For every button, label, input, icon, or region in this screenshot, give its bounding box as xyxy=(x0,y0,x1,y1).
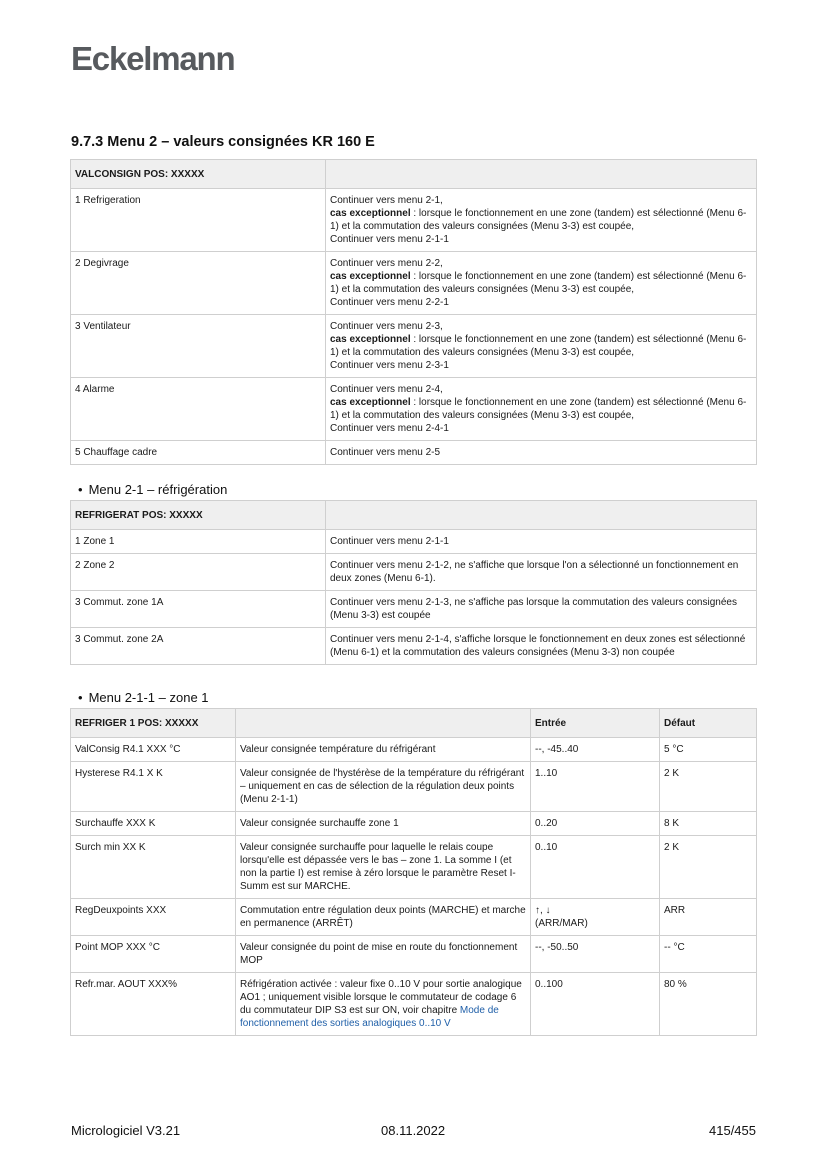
table-row xyxy=(71,973,757,1036)
row-default: 8 K xyxy=(660,812,757,836)
footer-date: 08.11.2022 xyxy=(381,1123,446,1138)
table-header-row xyxy=(71,160,757,189)
table-row xyxy=(71,530,757,554)
footer-page-number: 415/455 xyxy=(709,1123,756,1138)
row-description: Continuer vers menu 2-1-4, s'affiche lorsque le fonctionnement en deux zones est sélectionné (Menu 6-1) et la commutation des valeurs consignées (Menu 3-3) non coupée xyxy=(326,628,757,665)
row-default: 2 K xyxy=(660,762,757,812)
row-label: 3 Commut. zone 1A xyxy=(71,591,326,628)
eckelmann-logo: Eckelmann xyxy=(71,40,235,77)
row-label: 1 Zone 1 xyxy=(71,530,326,554)
table-header: VALCONSIGN POS: XXXXX xyxy=(71,160,326,189)
row-description: Valeur consignée température du réfrigérant xyxy=(236,738,531,762)
table-row xyxy=(71,738,757,762)
section-title: 9.7.3 Menu 2 – valeurs consignées KR 160 E xyxy=(71,134,375,150)
row-label: 3 Ventilateur xyxy=(71,315,326,378)
desc-bold: cas exceptionnel xyxy=(330,208,411,219)
row-description: Continuer vers menu 2-1-1 xyxy=(326,530,757,554)
row-label: Surch min XX K xyxy=(71,836,236,899)
bullet-menu-2-1-1 xyxy=(78,690,209,705)
desc-last: Continuer vers menu 2-1-1 xyxy=(330,234,449,245)
table-header-empty xyxy=(236,709,531,738)
row-label: 5 Chauffage cadre xyxy=(71,441,326,465)
desc-last: Continuer vers menu 2-3-1 xyxy=(330,360,449,371)
row-entry: --, -45..40 xyxy=(531,738,660,762)
bullet-icon: • xyxy=(78,690,83,705)
row-label: 2 Degivrage xyxy=(71,252,326,315)
entry-values: (ARR/MAR) xyxy=(535,918,588,929)
table-row xyxy=(71,899,757,936)
table-row xyxy=(71,554,757,591)
table-row xyxy=(71,936,757,973)
row-description: Valeur consignée surchauffe pour laquelle le relais coupe lorsqu'elle est dépassée vers le bas – zone 1. La somme I (et non la partie I) est remise à zéro lorsque le paramètre Reset I-Summ est sur MARCHE. xyxy=(236,836,531,899)
bullet-text: Menu 2-1-1 – zone 1 xyxy=(88,690,209,705)
row-entry: 1..10 xyxy=(531,762,660,812)
desc-line1: Continuer vers menu 2-2, xyxy=(330,258,443,269)
row-description xyxy=(326,315,757,378)
table-row xyxy=(71,628,757,665)
row-default: 2 K xyxy=(660,836,757,899)
desc-line1: Continuer vers menu 2-3, xyxy=(330,321,443,332)
row-default: ARR xyxy=(660,899,757,936)
desc-bold: cas exceptionnel xyxy=(330,334,411,345)
table-row xyxy=(71,591,757,628)
refrigerat-table xyxy=(70,500,757,665)
table-header: REFRIGER 1 POS: XXXXX xyxy=(71,709,236,738)
table-row xyxy=(71,252,757,315)
row-description xyxy=(326,378,757,441)
row-description: Valeur consignée de l'hystérèse de la température du réfrigérant – uniquement en cas de sélection de la régulation deux points (Menu 2-1-1) xyxy=(236,762,531,812)
row-description: Continuer vers menu 2-5 xyxy=(326,441,757,465)
row-label: RegDeuxpoints XXX xyxy=(71,899,236,936)
row-description xyxy=(236,973,531,1036)
table-row xyxy=(71,836,757,899)
valconsign-table xyxy=(70,159,757,465)
table-row xyxy=(71,189,757,252)
desc-line1: Continuer vers menu 2-4, xyxy=(330,384,443,395)
desc-rest: : lorsque le fonctionnement en une zone (tandem) est sélectionné (Menu 6-1) et la commutation des valeurs consignées (Menu 3-3) est coupée, xyxy=(330,334,747,358)
row-entry: 0..10 xyxy=(531,836,660,899)
desc-last: Continuer vers menu 2-4-1 xyxy=(330,423,449,434)
table-header: REFRIGERAT POS: XXXXX xyxy=(71,501,326,530)
desc-rest: : lorsque le fonctionnement en une zone (tandem) est sélectionné (Menu 6-1) et la commutation des valeurs consignées (Menu 3-3) est coupée, xyxy=(330,397,747,421)
table-row xyxy=(71,378,757,441)
row-entry: --, -50..50 xyxy=(531,936,660,973)
row-description: Continuer vers menu 2-1-3, ne s'affiche pas lorsque la commutation des valeurs consignées (Menu 3-3) est coupée xyxy=(326,591,757,628)
desc-rest: : lorsque le fonctionnement en une zone (tandem) est sélectionné (Menu 6-1) et la commutation des valeurs consignées (Menu 3-3) est coupée, xyxy=(330,208,747,232)
chapter-link[interactable]: Mode de fonctionnement des sorties analogiques 0..10 V xyxy=(240,1005,499,1029)
row-description xyxy=(326,252,757,315)
refriger-1-table xyxy=(70,708,757,1036)
row-label: 3 Commut. zone 2A xyxy=(71,628,326,665)
row-label: Hysterese R4.1 X K xyxy=(71,762,236,812)
row-label: Refr.mar. AOUT XXX% xyxy=(71,973,236,1036)
table-row xyxy=(71,762,757,812)
row-label: Point MOP XXX °C xyxy=(71,936,236,973)
row-label: 2 Zone 2 xyxy=(71,554,326,591)
row-description: Valeur consignée surchauffe zone 1 xyxy=(236,812,531,836)
table-row xyxy=(71,441,757,465)
row-label: 1 Refrigeration xyxy=(71,189,326,252)
table-header-entree: Entrée xyxy=(531,709,660,738)
bullet-text: Menu 2-1 – réfrigération xyxy=(88,482,228,497)
desc-line1: Continuer vers menu 2-1, xyxy=(330,195,443,206)
row-description xyxy=(326,189,757,252)
row-entry xyxy=(531,899,660,936)
row-entry: 0..20 xyxy=(531,812,660,836)
table-header-empty xyxy=(326,501,757,530)
bullet-menu-2-1 xyxy=(78,482,227,497)
row-label: ValConsig R4.1 XXX °C xyxy=(71,738,236,762)
row-description: Valeur consignée du point de mise en route du fonctionnement MOP xyxy=(236,936,531,973)
table-header-empty xyxy=(326,160,757,189)
table-row xyxy=(71,315,757,378)
table-header-row xyxy=(71,501,757,530)
row-entry: 0..100 xyxy=(531,973,660,1036)
desc-text: Réfrigération activée : valeur fixe 0..10 V pour sortie analogique AO1 ; uniquement visible lorsque le commutateur de codage 6 du commutateur DIP S3 est sur ON, voir chapitre xyxy=(240,979,522,1016)
row-description: Continuer vers menu 2-1-2, ne s'affiche que lorsque l'on a sélectionné un fonctionnement en deux zones (Menu 6-1). xyxy=(326,554,757,591)
row-default: 5 °C xyxy=(660,738,757,762)
desc-bold: cas exceptionnel xyxy=(330,397,411,408)
row-label: Surchauffe XXX K xyxy=(71,812,236,836)
row-description: Commutation entre régulation deux points (MARCHE) et marche en permanence (ARRÊT) xyxy=(236,899,531,936)
table-header-row xyxy=(71,709,757,738)
row-label: 4 Alarme xyxy=(71,378,326,441)
desc-bold: cas exceptionnel xyxy=(330,271,411,282)
row-default: 80 % xyxy=(660,973,757,1036)
entry-arrows: ↑, ↓ xyxy=(535,905,551,916)
table-header-defaut: Défaut xyxy=(660,709,757,738)
desc-last: Continuer vers menu 2-2-1 xyxy=(330,297,449,308)
bullet-icon: • xyxy=(78,482,83,497)
table-row xyxy=(71,812,757,836)
footer-firmware: Micrologiciel V3.21 xyxy=(71,1123,181,1138)
desc-rest: : lorsque le fonctionnement en une zone (tandem) est sélectionné (Menu 6-1) et la commutation des valeurs consignées (Menu 3-3) est coupée, xyxy=(330,271,747,295)
row-default: -- °C xyxy=(660,936,757,973)
